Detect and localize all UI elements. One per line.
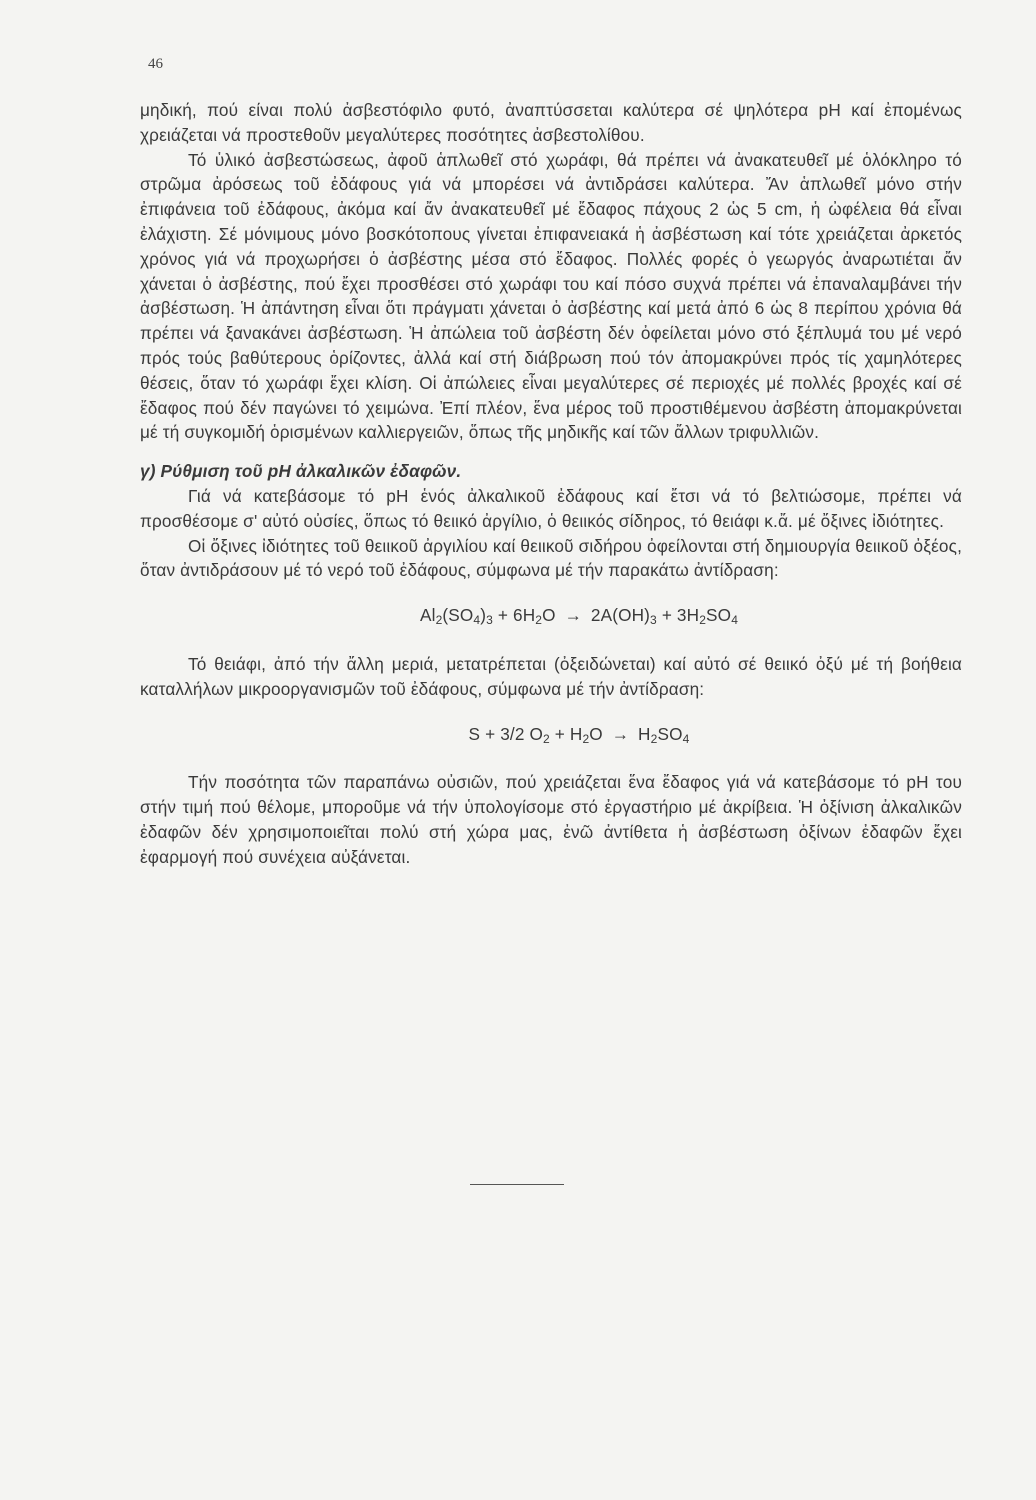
eq1-sub: 4: [473, 613, 481, 628]
eq1-term: SO: [706, 605, 732, 626]
eq1-sub: 4: [731, 613, 739, 628]
paragraph-conclusion: Τήν ποσότητα τῶν παραπάνω οὐσιῶν, πού χρειάζεται ἕνα ἔδαφος γιά νά κατεβάσομε τό pH του στήν τιμή πού θέλομε, μποροῦμε νά τήν ὑπολογίσομε στό ἐργαστήριο μέ ἀκρίβεια. Ἡ ὀξίνιση ἀλκαλικῶν ἐδαφῶν δέν χρησιμοποιεῖται πολύ στή χώρα μας, ἐνῶ ἀντίθετα ἡ ἀσβέστωση ὀξίνων ἐδαφῶν ἔχει ἐφαρμογή πού συνέχεια αὐξάνεται.: [140, 772, 962, 867]
chemical-equation-sulfur: [140, 722, 962, 747]
page-number: 46: [148, 56, 163, 72]
eq1-term: Al: [419, 605, 436, 626]
reaction-arrow-icon: →: [611, 723, 630, 744]
eq1-sub: 2: [699, 613, 707, 628]
end-divider: [470, 1184, 564, 1185]
paragraph-sulfur-oxidation: Τό θειάφι, ἀπό τήν ἄλλη μεριά, μετατρέπεται (ὀξειδώνεται) καί αὐτό σέ θειικό ὀξύ μέ τή βοήθεια καταλλήλων μικροοργανισμῶν τοῦ ἐδάφους, σύμφωνα μέ τήν ἀντίδραση:: [140, 653, 962, 699]
eq1-sub: 3: [650, 613, 657, 628]
eq1-sub: 2: [435, 613, 443, 628]
reaction-arrow-icon: →: [564, 605, 582, 626]
paragraph-continuation: μηδική, πού είναι πολύ ἀσβεστόφιλο φυτό, ἀναπτύσσεται καλύτερα σέ ψηλότερα pH καί ἐπομένως χρειάζεται νά προστεθοῦν μεγαλύτερες ποσότητες ἀσβεστολίθου.: [140, 100, 962, 145]
eq1-sub: 2: [535, 613, 543, 628]
eq2-term: SO: [657, 723, 683, 744]
section-heading: γ) Ρύθμιση τοῦ pH ἀλκαλικῶν ἐδαφῶν.: [140, 461, 462, 482]
paragraph-lowering-ph: Γιά νά κατεβάσομε τό pH ἑνός ἀλκαλικοῦ ἐδάφους καί ἔτσι νά τό βελτιώσομε, πρέπει νά προσθέσομε σ' αὐτό οὐσίες, ὅπως τό θειικό ἀργίλιο, ὁ θειικός σίδηρος, τό θειάφι κ.ἄ. μέ ὄξινες ἰδιότητες.: [140, 485, 962, 531]
chemical-equation-aluminium-sulfate: [140, 603, 962, 628]
eq1-term: + 6H: [492, 605, 536, 626]
document-body: [140, 98, 962, 870]
paragraph-acid-properties: Οἱ ὄξινες ἰδιότητες τοῦ θειικοῦ ἀργιλίου καί θειικοῦ σιδήρου ὀφείλονται στή δημιουργία θειικοῦ ὀξέος, ὅταν ἀντιδράσουν μέ τό νερό τοῦ ἐδάφους, σύμφωνα μέ τήν παρακάτω ἀντίδραση:: [140, 535, 962, 581]
eq2-sub: 2: [650, 731, 658, 746]
eq2-sub: 2: [543, 731, 550, 746]
eq1-term: ): [480, 605, 487, 626]
eq1-term: 2A(OH): [590, 605, 651, 626]
eq2-term: H: [638, 723, 651, 744]
eq2-sub: 2: [582, 731, 590, 746]
eq1-term: (SO: [442, 605, 474, 626]
eq1-sub: 3: [486, 613, 493, 628]
paragraph-liming: Τό ὑλικό ἀσβεστώσεως, ἀφοῦ ἁπλωθεῖ στό χωράφι, θά πρέπει νά ἀνακατευθεῖ μέ ὁλόκληρο τό στρῶμα ἀρόσεως τοῦ ἐδάφους γιά νά μπορέσει νά ἀντιδράσει καλύτερα. Ἄν ἁπλωθεῖ μόνο στήν ἐπιφάνεια τοῦ ἐδάφους, ἀκόμα καί ἄν ἀνακατευθεῖ μέ ἔδαφος πάχους 2 ὡς 5 cm, ἡ ὠφέλεια θά εἶναι ἐλάχιστη. Σέ μόνιμους μόνο βοσκότοπους γίνεται ἐπιφανειακά ἡ ἀσβέστωση καί τότε χρειάζεται ἀρκετός χρόνος γιά νά προχωρήσει ὁ ἀσβέστης μέσα στό ἔδαφος. Πολλές φορές ὁ γεωργός ἀναρωτιέται ἄν χάνεται ὁ ἀσβέστης, πού ἔχει προσθέσει στό χωράφι του καί πόσο συχνά πρέπει νά ἐπαναλαμβάνει τήν ἀσβέστωση. Ἡ ἀπάντηση εἶναι ὅτι πράγματι χάνεται ὁ ἀσβέστης καί μετά ἀπό 6 ὡς 8 περίπου χρόνια θά πρέπει νά ξανακάνει ἀσβέστωση. Ἡ ἀπώλεια τοῦ ἀσβέστη δέν ὀφείλεται μόνο στό ξέπλυμά του μέ νερό πρός τούς βαθύτερους ὁρίζοντες, ἀλλά καί στή διάβρωση πού τόν ἀπομακρύνει πρός τίς χαμηλότερες θέσεις, ὅταν τό χωράφι ἔχει κλίση. Οἱ ἀπώλειες εἶναι μεγαλύτερες σέ περιοχές μέ πολλές βροχές καί σέ ἔδαφος πού δέν παγώνει τό χειμώνα. Ἐπί πλέον, ἕνα μέρος τοῦ προστιθέμενου ἀσβέστη ἀπομακρύνεται μέ τή συγκομιδή ὁρισμένων καλλιεργειῶν, ὅπως τῆς μηδικῆς καί τῶν ἄλλων τριφυλλιῶν.: [140, 149, 962, 443]
eq2-sub: 4: [682, 731, 690, 746]
eq2-term: S + 3/2 O: [468, 723, 543, 744]
eq2-term: O: [589, 723, 603, 744]
eq1-term: O: [542, 605, 556, 626]
eq2-term: + H: [549, 723, 583, 744]
eq1-term: + 3H: [656, 605, 700, 626]
